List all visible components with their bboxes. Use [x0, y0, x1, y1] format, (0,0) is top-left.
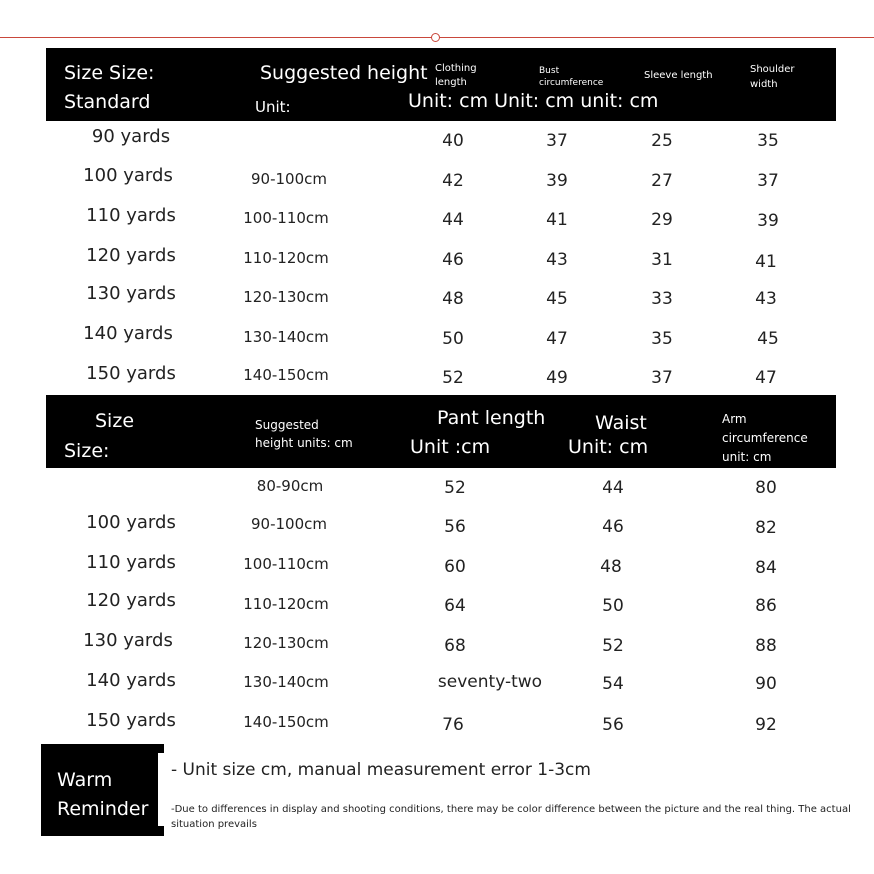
bust-cell: 43	[546, 250, 568, 270]
waist-cell: 44	[602, 478, 624, 498]
bust-cell: 41	[546, 210, 568, 230]
height-cell: 110-120cm	[243, 595, 329, 613]
header-size-line2: Standard	[64, 91, 151, 113]
sleeve-cell: 31	[651, 250, 673, 270]
clothing-length-cell: 42	[442, 171, 464, 191]
pant-length-cell: seventy-two	[437, 672, 543, 692]
bust-cell: 47	[546, 329, 568, 349]
header-size-line1: Size Size:	[64, 62, 155, 84]
size-cell: 130 yards	[86, 283, 176, 304]
clothing-length-cell: 48	[442, 289, 464, 309]
height-cell: 100-110cm	[243, 209, 329, 227]
shoulder-cell: 47	[755, 368, 777, 388]
size-cell: 130 yards	[83, 630, 173, 651]
pant-length-cell: 60	[444, 557, 466, 577]
header-waist-line2: Unit: cm	[568, 436, 649, 458]
header-bust-line2: circumference	[539, 78, 604, 88]
height-cell: 90-100cm	[251, 515, 327, 533]
shoulder-cell: 39	[757, 211, 779, 231]
arm-cell: 86	[755, 596, 777, 616]
height-cell: 130-140cm	[243, 328, 329, 346]
height-cell: 100-110cm	[243, 555, 329, 573]
top-table-header	[46, 48, 836, 121]
pant-length-cell: 76	[442, 715, 464, 735]
clothing-length-cell: 44	[442, 210, 464, 230]
height-cell: 110-120cm	[243, 249, 329, 267]
warm-reminder-line1: Warm	[57, 769, 113, 791]
bust-cell: 37	[546, 131, 568, 151]
height-cell: 90-100cm	[251, 170, 327, 188]
size-cell: 120 yards	[86, 590, 176, 611]
height-cell: 140-150cm	[243, 366, 329, 384]
size-cell: 120 yards	[86, 245, 176, 266]
height-cell: 120-130cm	[243, 288, 329, 306]
waist-cell: 50	[602, 596, 624, 616]
header-pant-line2: Unit :cm	[410, 436, 491, 458]
header-units: Unit: cm Unit: cm unit: cm	[408, 90, 659, 112]
size-cell: 110 yards	[86, 205, 176, 226]
shoulder-cell: 37	[757, 171, 779, 191]
waist-cell: 54	[602, 674, 624, 694]
shoulder-cell: 35	[757, 131, 779, 151]
size-cell: 140 yards	[83, 323, 173, 344]
reminder-note-measurement: - Unit size cm, manual measurement error 1-3cm	[171, 760, 591, 780]
header-waist-line1: Waist	[595, 412, 647, 434]
size-cell: 140 yards	[86, 670, 176, 691]
shoulder-cell: 41	[755, 252, 777, 272]
header-size-line2: Size:	[64, 440, 110, 462]
pant-length-cell: 68	[444, 636, 466, 656]
bust-cell: 39	[546, 171, 568, 191]
sleeve-cell: 25	[651, 131, 673, 151]
size-cell: 90 yards	[91, 126, 171, 147]
header-height-line2: Unit:	[255, 98, 291, 116]
size-cell: 100 yards	[86, 512, 176, 533]
shoulder-cell: 45	[757, 329, 779, 349]
waist-cell: 52	[602, 636, 624, 656]
clothing-length-cell: 52	[442, 368, 464, 388]
arm-cell: 80	[755, 478, 777, 498]
header-clothing-line1: Clothing	[435, 63, 477, 74]
arm-cell: 92	[755, 715, 777, 735]
arm-cell: 88	[755, 636, 777, 656]
arm-cell: 90	[755, 674, 777, 694]
height-cell: 80-90cm	[256, 477, 324, 495]
divider-ornament	[431, 33, 440, 42]
arm-cell: 84	[755, 558, 777, 578]
height-cell: 140-150cm	[243, 713, 329, 731]
warm-reminder-label	[57, 766, 148, 823]
size-cell: 150 yards	[86, 363, 176, 384]
header-height-line2: height units: cm	[255, 436, 353, 450]
waist-cell: 46	[602, 517, 624, 537]
bottom-table-header	[46, 395, 836, 468]
header-sleeve: Sleeve length	[644, 70, 713, 81]
height-cell: 130-140cm	[243, 673, 329, 691]
header-height-line1: Suggested height	[260, 62, 428, 84]
sleeve-cell: 29	[651, 210, 673, 230]
header-clothing-line2: length	[435, 77, 467, 88]
size-cell: 150 yards	[86, 710, 176, 731]
pant-length-cell: 56	[444, 517, 466, 537]
reminder-note-color: -Due to differences in display and shooting conditions, there may be color difference between the picture and the real thing. The actual situation prevails	[171, 804, 851, 830]
header-shoulder-line1: Shoulder	[750, 64, 795, 75]
warm-reminder-line2: Reminder	[57, 797, 149, 820]
header-shoulder-line2: width	[750, 79, 778, 90]
bust-cell: 49	[546, 368, 568, 388]
pant-length-cell: 64	[444, 596, 466, 616]
clothing-length-cell: 46	[442, 250, 464, 270]
header-bust-line1: Bust	[539, 66, 560, 76]
clothing-length-cell: 40	[442, 131, 464, 151]
arm-cell: 82	[755, 518, 777, 538]
shoulder-cell: 43	[755, 289, 777, 309]
size-cell: 100 yards	[83, 165, 173, 186]
header-arm-line1: Arm	[722, 412, 747, 426]
header-height-line1: Suggested	[255, 418, 319, 432]
clothing-length-cell: 50	[442, 329, 464, 349]
bust-cell: 45	[546, 289, 568, 309]
warm-reminder-notch	[158, 753, 164, 826]
header-arm-line3: unit: cm	[722, 450, 772, 464]
sleeve-cell: 37	[651, 368, 673, 388]
pant-length-cell: 52	[444, 478, 466, 498]
waist-cell: 48	[600, 557, 622, 577]
size-cell: 110 yards	[86, 552, 176, 573]
waist-cell: 56	[602, 715, 624, 735]
sleeve-cell: 27	[651, 171, 673, 191]
header-size-line1: Size	[95, 410, 135, 432]
sleeve-cell: 33	[651, 289, 673, 309]
header-pant-line1: Pant length	[437, 407, 546, 429]
height-cell: 120-130cm	[243, 634, 329, 652]
sleeve-cell: 35	[651, 329, 673, 349]
header-arm-line2: circumference	[722, 431, 808, 445]
